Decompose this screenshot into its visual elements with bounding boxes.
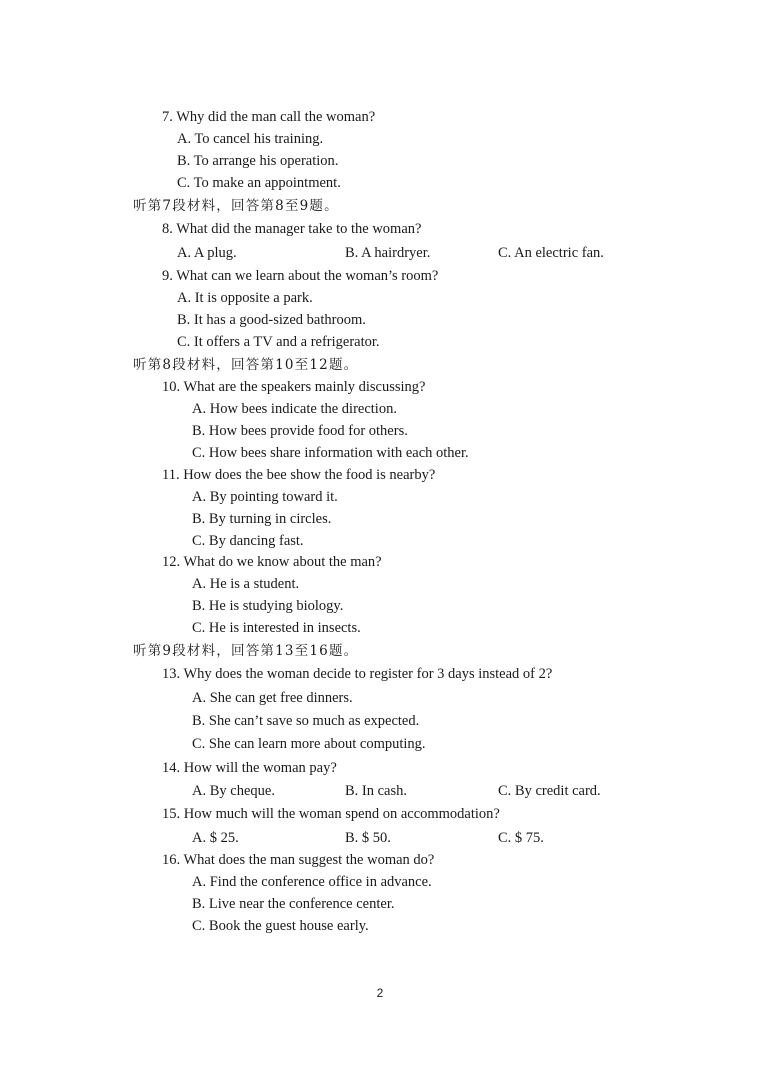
section-7-heading: 听第7段材料，回答第8至9题。 xyxy=(133,198,339,214)
section-8-heading: 听第8段材料，回答第10至12题。 xyxy=(133,357,359,373)
question-16-option-c: C. Book the guest house early. xyxy=(192,918,369,934)
question-12-option-c: C. He is interested in insects. xyxy=(192,620,361,636)
question-11-stem: 11. How does the bee show the food is nearby? xyxy=(162,467,436,483)
question-13-option-c: C. She can learn more about computing. xyxy=(192,736,426,752)
question-12-option-a: A. He is a student. xyxy=(192,576,300,592)
question-7-option-c: C. To make an appointment. xyxy=(177,175,341,191)
question-8-option-a: A. A plug. xyxy=(177,245,237,261)
question-10-option-b: B. How bees provide food for others. xyxy=(192,423,408,439)
question-12-option-b: B. He is studying biology. xyxy=(192,598,344,614)
question-14-option-b: B. In cash. xyxy=(345,783,408,799)
question-12-stem: 12. What do we know about the man? xyxy=(162,554,382,570)
question-8-option-b: B. A hairdryer. xyxy=(345,245,431,261)
question-11-option-a: A. By pointing toward it. xyxy=(192,489,338,505)
question-9-option-b: B. It has a good-sized bathroom. xyxy=(177,312,366,328)
question-14-option-c: C. By credit card. xyxy=(498,783,601,799)
question-13-option-a: A. She can get free dinners. xyxy=(192,690,353,706)
question-11-option-c: C. By dancing fast. xyxy=(192,533,304,549)
question-15-stem: 15. How much will the woman spend on accommodation? xyxy=(162,806,500,822)
question-13-option-b: B. She can’t save so much as expected. xyxy=(192,713,420,729)
question-14-stem: 14. How will the woman pay? xyxy=(162,760,337,776)
question-11-option-b: B. By turning in circles. xyxy=(192,511,332,527)
question-16-option-b: B. Live near the conference center. xyxy=(192,896,395,912)
question-10-option-a: A. How bees indicate the direction. xyxy=(192,401,397,417)
question-7-stem: 7. Why did the man call the woman? xyxy=(162,109,376,125)
question-9-option-c: C. It offers a TV and a refrigerator. xyxy=(177,334,380,350)
question-14-option-a: A. By cheque. xyxy=(192,783,275,799)
page-number: 2 xyxy=(376,986,384,1000)
question-15-option-a: A. $ 25. xyxy=(192,830,239,846)
question-13-stem: 13. Why does the woman decide to register for 3 days instead of 2? xyxy=(162,666,553,682)
question-7-option-a: A. To cancel his training. xyxy=(177,131,324,147)
question-10-stem: 10. What are the speakers mainly discussing? xyxy=(162,379,426,395)
question-8-option-c: C. An electric fan. xyxy=(498,245,604,261)
question-10-option-c: C. How bees share information with each other. xyxy=(192,445,469,461)
question-8-stem: 8. What did the manager take to the woman? xyxy=(162,221,422,237)
question-16-option-a: A. Find the conference office in advance. xyxy=(192,874,432,890)
question-7-option-b: B. To arrange his operation. xyxy=(177,153,339,169)
question-15-option-b: B. $ 50. xyxy=(345,830,391,846)
question-9-option-a: A. It is opposite a park. xyxy=(177,290,313,306)
section-9-heading: 听第9段材料，回答第13至16题。 xyxy=(133,643,359,659)
question-16-stem: 16. What does the man suggest the woman do? xyxy=(162,852,435,868)
question-9-stem: 9. What can we learn about the woman’s room? xyxy=(162,268,439,284)
question-15-option-c: C. $ 75. xyxy=(498,830,544,846)
